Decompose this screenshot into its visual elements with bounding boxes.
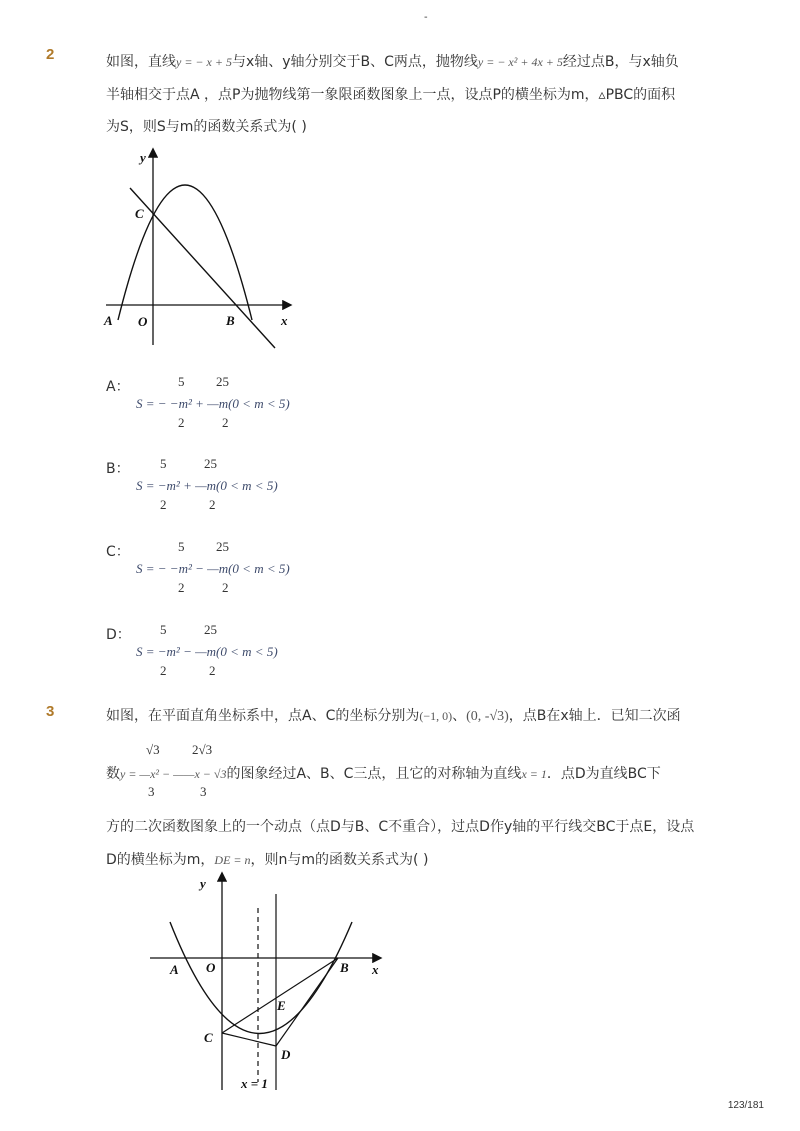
numerator: 5 (178, 539, 185, 554)
label-d: D (281, 1047, 291, 1062)
denominator: 2 (178, 415, 185, 430)
line-bc (130, 188, 275, 348)
label-a: A (104, 313, 113, 328)
label-b: B (340, 960, 349, 975)
numerator: 25 (216, 374, 229, 389)
denominator: 2 (209, 663, 216, 678)
label-c: C (135, 206, 144, 221)
line-bc (222, 958, 338, 1033)
numerator: 2√3 (192, 742, 213, 757)
numerator: 5 (160, 622, 167, 637)
label-c: C (204, 1030, 213, 1045)
denominator: 2 (209, 497, 216, 512)
denominator: 2 (160, 497, 167, 512)
option-label: A： (106, 379, 130, 395)
option-label: D： (106, 627, 131, 643)
label-b: B (226, 313, 235, 328)
formula: S = − −m² − —m(0 < m < 5) (136, 561, 290, 576)
label-y: y (140, 150, 146, 165)
label-x: x (281, 313, 288, 328)
q3-line-3: 方的二次函数图象上的一个动点（点D与B、C不重合），过点D作y轴的平行线交BC于点E，设点 (106, 819, 695, 835)
denominator: 2 (222, 415, 229, 430)
denominator: 2 (178, 580, 185, 595)
q3-line-2: 数y = —x² − ——x − √3的图象经过A、B、C三点，且它的对称轴为直线x = 1．点D为直线BC下 (106, 766, 661, 782)
formula: S = − −m² + —m(0 < m < 5) (136, 396, 290, 411)
q3-line-1: 如图，在平面直角坐标系中，点A、C的坐标分别为(−1, 0)、(0, -√3)，点B在x轴上．已知二次函 (106, 708, 681, 724)
label-e: E (277, 998, 286, 1013)
q2-figure (100, 145, 300, 350)
numerator: 25 (204, 622, 217, 637)
label-y: y (200, 876, 206, 891)
formula: S = −m² + —m(0 < m < 5) (136, 478, 278, 493)
q3-figure (140, 870, 390, 1092)
option-label: C： (106, 544, 130, 560)
page-number: 123/181 (727, 1100, 764, 1111)
label-o: O (138, 314, 148, 329)
formula: S = −m² − —m(0 < m < 5) (136, 644, 278, 659)
numerator: 25 (216, 539, 229, 554)
denominator: 3 (200, 784, 207, 799)
label-x: x (372, 962, 379, 977)
header-mark: - (424, 12, 428, 23)
q2-line-3: 为S，则S与m的函数关系式为( ) (106, 119, 307, 135)
line-cd (222, 1033, 276, 1046)
label-o: O (206, 960, 216, 975)
numerator: 5 (160, 456, 167, 471)
label-a: A (170, 962, 179, 977)
q3-line-4: D的横坐标为m，DE = n，则n与m的函数关系式为( ) (106, 852, 429, 868)
label-symmetry-axis: x = 1 (241, 1076, 268, 1091)
question-number: 3 (46, 703, 55, 720)
numerator: 5 (178, 374, 185, 389)
numerator: √3 (146, 742, 160, 757)
denominator: 3 (148, 784, 155, 799)
q2-line-2: 半轴相交于点A ，点P为抛物线第一象限函数图象上一点，设点P的横坐标为m，▵PBC的面积 (106, 87, 676, 103)
numerator: 25 (204, 456, 217, 471)
q2-line-1: 如图，直线y = − x + 5与x轴、y轴分别交于B、C两点，抛物线y = − x² + 4x + 5经过点B，与x轴负 (106, 54, 679, 70)
denominator: 2 (160, 663, 167, 678)
question-number: 2 (46, 46, 55, 63)
denominator: 2 (222, 580, 229, 595)
option-label: B： (106, 461, 130, 477)
